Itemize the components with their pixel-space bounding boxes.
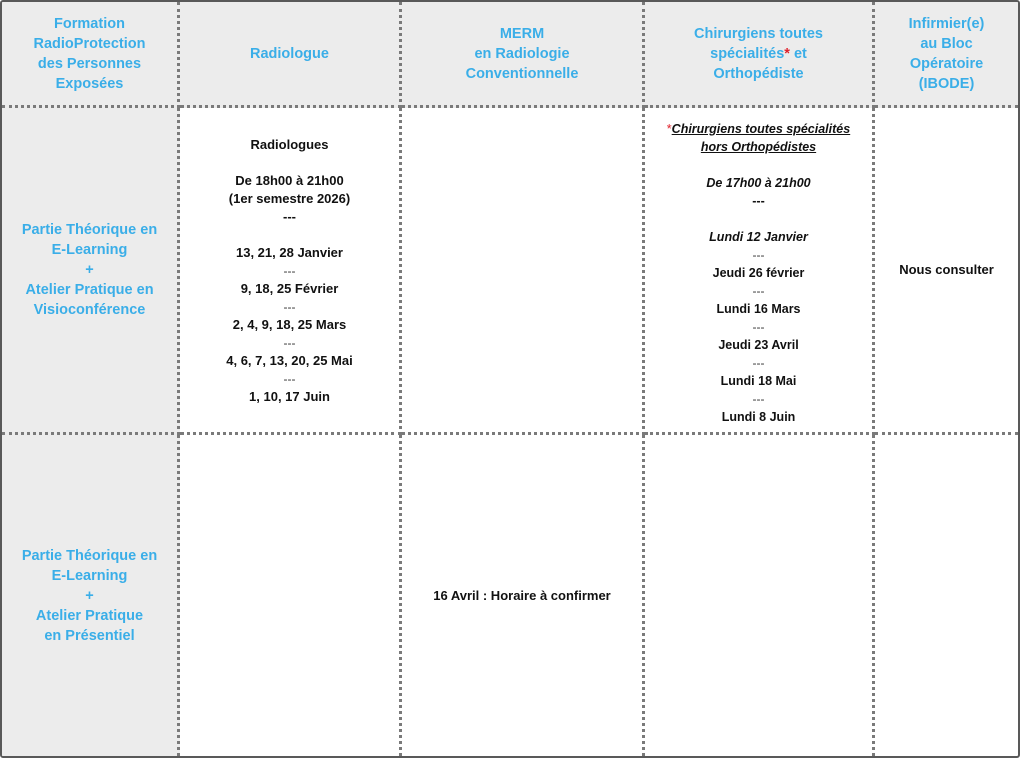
date-line: Lundi 16 Mars [716, 302, 801, 316]
chirurgiens-hours: De 17h00 à 21h00 [706, 176, 811, 190]
date-line: 9, 18, 25 Février [240, 281, 339, 296]
cell-radiologue-visio [180, 108, 402, 435]
date-separator: --- [752, 284, 765, 298]
cell-merm-visio [402, 108, 645, 435]
cell-ibode-presentiel [875, 435, 1018, 756]
date-line: 13, 21, 28 Janvier [236, 245, 343, 260]
header-radiologue [180, 2, 402, 108]
radiologue-period: (1er semestre 2026) [228, 191, 351, 206]
header-formation-line: des Personnes [37, 55, 142, 72]
header-merm-line: MERM [499, 25, 545, 42]
row-label-line: + [85, 587, 94, 604]
date-separator: --- [283, 264, 296, 278]
header-ibode-line: au Bloc [920, 35, 973, 52]
header-formation [2, 2, 180, 108]
row-label-line: Partie Théorique en [21, 222, 158, 238]
header-ibode-line: Infirmier(e) [908, 15, 985, 32]
asterisk-mark: * [666, 122, 672, 136]
header-formation-line: Formation [54, 15, 125, 32]
date-line: Lundi 12 Janvier [709, 230, 808, 244]
chirurgiens-note-text: Chirurgiens toutes spécialités [671, 122, 851, 136]
date-separator: --- [283, 372, 296, 386]
header-chirurgiens-line: Orthopédiste [713, 65, 804, 82]
date-line: 2, 4, 9, 18, 25 Mars [232, 317, 347, 332]
date-line: 4, 6, 7, 13, 20, 25 Mai [226, 353, 353, 368]
date-line: 1, 10, 17 Juin [249, 389, 330, 404]
row-label-line: Partie Théorique en [21, 547, 158, 564]
cell-radiologue-presentiel [180, 435, 402, 756]
row-label-presentiel [2, 435, 180, 756]
cell-merm-presentiel [402, 435, 645, 756]
radiologue-dash: --- [283, 209, 296, 224]
chirurgiens-note-text: hors Orthopédistes [700, 140, 817, 154]
date-line: Lundi 8 Juin [721, 410, 796, 424]
chirurgiens-dash: --- [752, 194, 765, 208]
date-line: Jeudi 26 février [712, 266, 805, 280]
header-radiologue-label: Radiologue [250, 45, 329, 62]
cell-ibode-visio [875, 108, 1018, 435]
row-label-line: Atelier Pratique en [25, 282, 154, 298]
asterisk-mark: * [784, 45, 790, 62]
header-chirurgiens-line: Chirurgiens toutes [694, 25, 823, 42]
header-merm-line: Conventionnelle [465, 65, 579, 82]
date-separator: --- [752, 356, 765, 370]
header-ibode-line: Opératoire [909, 55, 984, 72]
radiologue-hours: De 18h00 à 21h00 [235, 173, 344, 188]
row-label-line: E-Learning [51, 567, 128, 584]
cell-chirurgiens-visio [645, 108, 875, 435]
row-label-line: E-Learning [51, 242, 128, 258]
header-chirurgiens [645, 2, 875, 108]
date-separator: --- [283, 300, 296, 314]
header-chirurgiens-text: spécialités [710, 45, 785, 62]
header-merm [402, 2, 645, 108]
row-label-line: Visioconférence [33, 302, 146, 318]
date-separator: --- [752, 320, 765, 334]
row-label-line: en Présentiel [44, 627, 135, 644]
date-separator: --- [752, 392, 765, 406]
cell-chirurgiens-presentiel [645, 435, 875, 756]
row-label-visio [2, 108, 180, 435]
row-label-line: + [85, 262, 94, 278]
row-label-line: Atelier Pratique [35, 607, 144, 624]
date-line: Jeudi 23 Avril [718, 338, 799, 352]
header-formation-line: RadioProtection [33, 35, 146, 52]
header-formation-line: Exposées [55, 75, 124, 92]
ibode-contact-text: Nous consulter [899, 262, 994, 277]
header-chirurgiens-line [710, 44, 807, 64]
chirurgiens-note [667, 120, 850, 138]
radiologue-title: Radiologues [250, 137, 329, 152]
date-separator: --- [752, 248, 765, 262]
header-ibode-line: (IBODE) [918, 75, 975, 92]
header-chirurgiens-text: et [789, 45, 807, 62]
header-ibode [875, 2, 1018, 108]
header-merm-line: en Radiologie [474, 45, 570, 62]
date-line: Lundi 18 Mai [720, 374, 797, 388]
schedule-table [2, 2, 1018, 756]
merm-date-text: 16 Avril : Horaire à confirmer [433, 587, 611, 603]
date-separator: --- [283, 336, 296, 350]
